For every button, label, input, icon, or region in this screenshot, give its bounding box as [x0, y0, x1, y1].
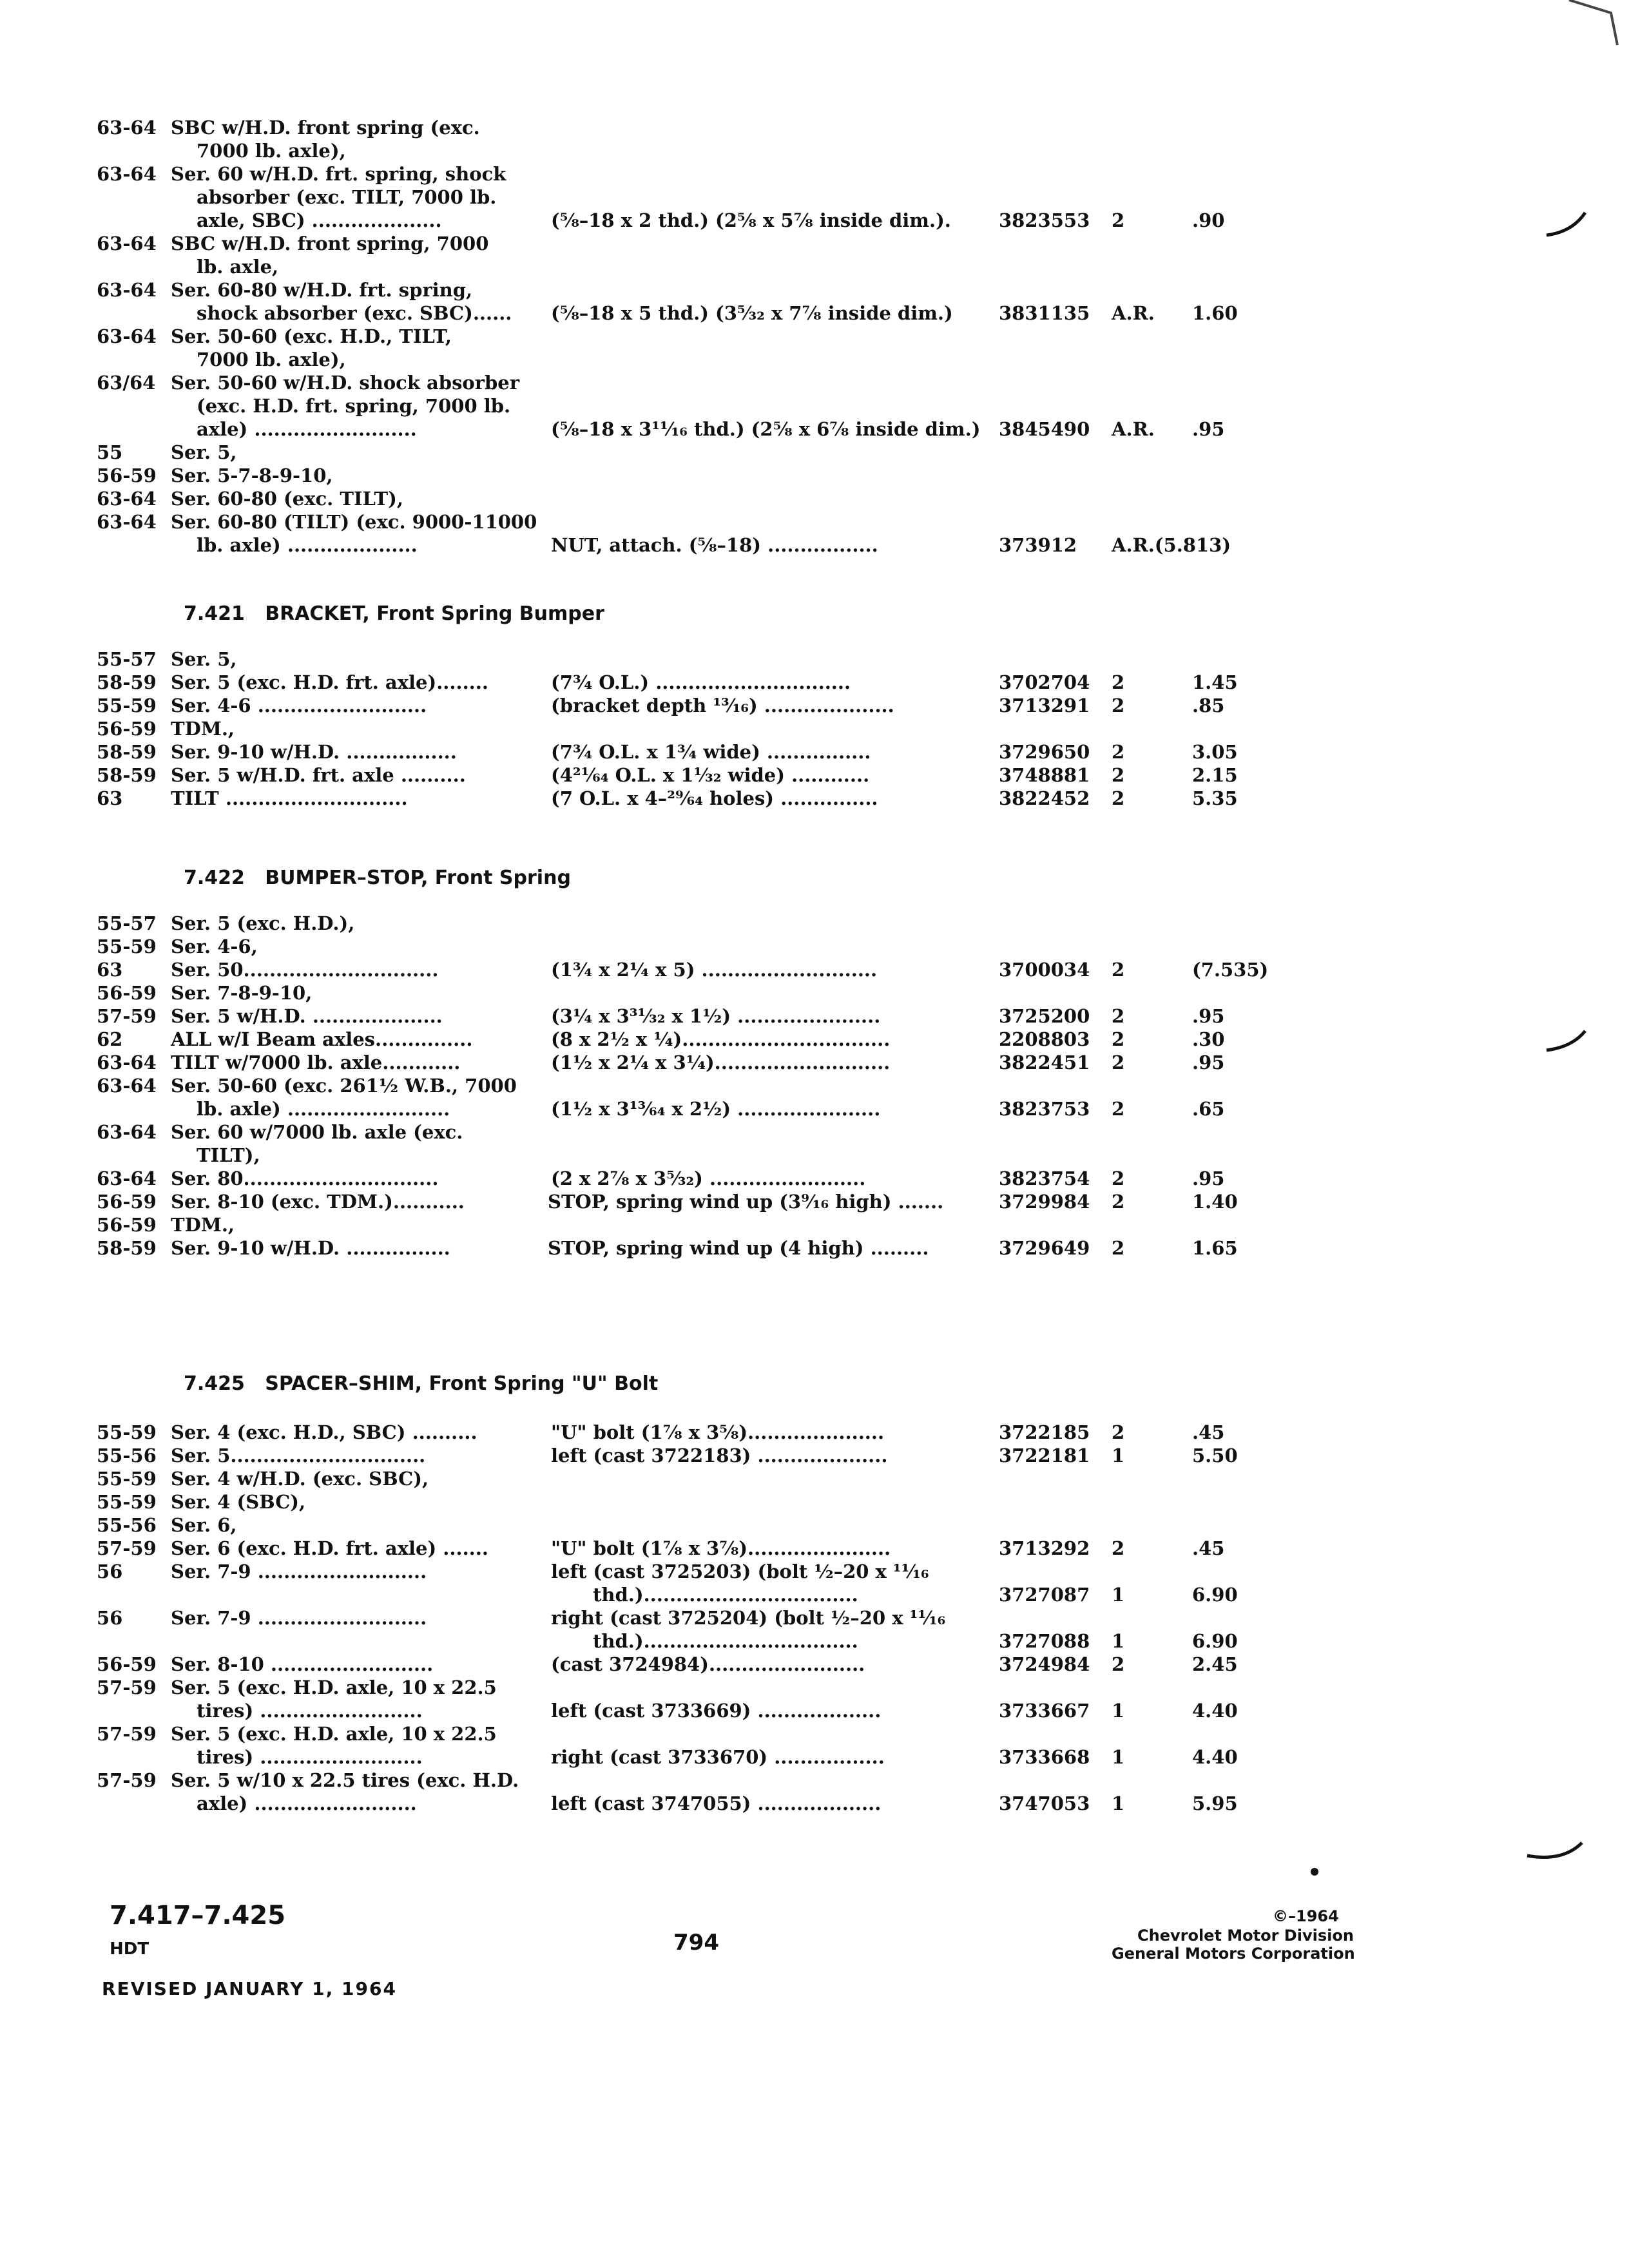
page-number: 794: [673, 1930, 719, 1956]
part-specification: (7¾ O.L.) ..............................: [551, 671, 851, 693]
model-description-continued: tires) .........................: [197, 1700, 423, 1722]
model-year: 57-59: [97, 1005, 157, 1027]
model-description-continued: shock absorber (exc. SBC)......: [197, 302, 512, 324]
model-description-continued: axle) .........................: [197, 1792, 417, 1814]
part-specification: (cast 3724984)........................: [551, 1653, 865, 1675]
quantity: 2: [1112, 1098, 1125, 1120]
model-year: 56-59: [97, 718, 157, 740]
quantity: 1: [1112, 1792, 1125, 1814]
model-description: Ser. 6,: [171, 1514, 237, 1536]
quantity: 2: [1112, 1653, 1125, 1675]
model-year: 63-64: [97, 1075, 157, 1097]
corporation-name: General Motors Corporation: [1112, 1945, 1355, 1963]
quantity: 2: [1112, 695, 1125, 716]
part-specification: "U" bolt (1⅞ x 3⅝).....................: [551, 1421, 885, 1443]
model-description: Ser. 8-10 .........................: [171, 1653, 434, 1675]
quantity: 2: [1112, 1052, 1125, 1073]
price: 1.45: [1192, 671, 1238, 693]
price: 6.90: [1192, 1630, 1238, 1652]
model-description: TDM.,: [171, 718, 235, 740]
model-description: Ser. 60-80 (exc. TILT),: [171, 488, 403, 510]
model-year: 62: [97, 1028, 123, 1050]
model-description: TILT w/7000 lb. axle............: [171, 1052, 461, 1073]
section-heading: [184, 867, 571, 889]
model-description-continued: tires) .........................: [197, 1746, 423, 1768]
model-description: Ser. 8-10 (exc. TDM.)...........: [171, 1191, 465, 1213]
part-number: 3727088: [999, 1630, 1090, 1652]
model-description: Ser. 5 (exc. H.D. frt. axle)........: [171, 671, 488, 693]
model-description: Ser. 5 (exc. H.D. axle, 10 x 22.5: [171, 1723, 497, 1745]
model-description: Ser. 4-6 ..........................: [171, 695, 427, 716]
part-number: 3725200: [999, 1005, 1090, 1027]
price: .45: [1192, 1537, 1225, 1559]
price: .95: [1192, 418, 1225, 440]
model-year: 56-59: [97, 465, 157, 486]
model-year: 56: [97, 1607, 123, 1629]
model-description: Ser. 60 w/7000 lb. axle (exc.: [171, 1121, 463, 1143]
part-number: 3733667: [999, 1700, 1090, 1722]
part-number: 3700034: [999, 959, 1090, 981]
part-number: 3823553: [999, 209, 1090, 231]
model-description: Ser. 7-9 ..........................: [171, 1561, 427, 1582]
model-year: 55: [97, 441, 123, 463]
quantity: A.R.(5.813): [1112, 534, 1231, 556]
quantity: 1: [1112, 1746, 1125, 1768]
division-name: Chevrolet Motor Division: [1137, 1927, 1354, 1945]
model-year: 56-59: [97, 1191, 157, 1213]
model-description-continued: lb. axle) .........................: [197, 1098, 450, 1120]
model-year: 56-59: [97, 982, 157, 1004]
model-description: Ser. 50-60 w/H.D. shock absorber: [171, 372, 520, 394]
model-year: 55-59: [97, 695, 157, 716]
model-year: 55-56: [97, 1514, 157, 1536]
model-description: Ser. 4 w/H.D. (exc. SBC),: [171, 1468, 429, 1490]
price: .65: [1192, 1098, 1225, 1120]
quantity: A.R.: [1112, 418, 1155, 440]
model-description: Ser. 5 (exc. H.D. axle, 10 x 22.5: [171, 1677, 497, 1698]
model-description: Ser. 5,: [171, 441, 237, 463]
model-year: 63-64: [97, 279, 157, 301]
part-number: 373912: [999, 534, 1077, 556]
model-description: Ser. 9-10 w/H.D. ................: [171, 1237, 450, 1259]
part-number: 3747053: [999, 1792, 1090, 1814]
model-description: ALL w/I Beam axles...............: [171, 1028, 473, 1050]
model-description: Ser. 80..............................: [171, 1168, 439, 1189]
model-description: Ser. 60-80 (TILT) (exc. 9000-11000: [171, 511, 537, 533]
part-number: 3823753: [999, 1098, 1090, 1120]
model-year: 63-64: [97, 1121, 157, 1143]
quantity: 2: [1112, 1191, 1125, 1213]
part-specification: (7¾ O.L. x 1¾ wide) ................: [551, 741, 871, 763]
part-specification: (⅝–18 x 2 thd.) (2⅝ x 5⅞ inside dim.).: [551, 209, 951, 231]
part-specification: left (cast 3722183) ....................: [551, 1445, 888, 1466]
model-year: 63-64: [97, 233, 157, 255]
model-description-continued: axle) .........................: [197, 418, 417, 440]
part-number: 3822451: [999, 1052, 1090, 1073]
model-description: Ser. 4-6,: [171, 936, 258, 957]
model-year: 55-57: [97, 912, 157, 934]
model-year: 63-64: [97, 511, 157, 533]
model-year: 58-59: [97, 671, 157, 693]
model-year: 63/64: [97, 372, 156, 394]
part-specification: (4²¹⁄₆₄ O.L. x 1¹⁄₃₂ wide) ............: [551, 764, 870, 786]
part-number: 3702704: [999, 671, 1090, 693]
model-year: 63-64: [97, 1168, 157, 1189]
part-number: 3729649: [999, 1237, 1090, 1259]
price: .45: [1192, 1421, 1225, 1443]
model-year: 55-59: [97, 1491, 157, 1513]
section-number: 7.425: [184, 1372, 245, 1395]
model-description-continued: lb. axle,: [197, 256, 279, 278]
part-specification: (⅝–18 x 5 thd.) (3⁵⁄₃₂ x 7⅞ inside dim.): [551, 302, 953, 324]
part-number: 3729650: [999, 741, 1090, 763]
part-specification: right (cast 3725204) (bolt ½–20 x ¹¹⁄₁₆: [551, 1607, 946, 1629]
model-description: Ser. 5-7-8-9-10,: [171, 465, 333, 486]
model-description: Ser. 7-8-9-10,: [171, 982, 313, 1004]
model-year: 55-59: [97, 1468, 157, 1490]
quantity: 2: [1112, 1537, 1125, 1559]
price: .95: [1192, 1005, 1225, 1027]
price: .95: [1192, 1168, 1225, 1189]
model-year: 57-59: [97, 1723, 157, 1745]
part-specification: right (cast 3733670) .................: [551, 1746, 885, 1768]
price: .30: [1192, 1028, 1225, 1050]
model-description: Ser. 5 (exc. H.D.),: [171, 912, 355, 934]
model-year: 58-59: [97, 741, 157, 763]
part-number: 3722185: [999, 1421, 1090, 1443]
model-year: 63-64: [97, 163, 157, 185]
model-year: 55-59: [97, 936, 157, 957]
model-description: TILT ............................: [171, 787, 408, 809]
part-number: 3748881: [999, 764, 1090, 786]
part-number: 3713291: [999, 695, 1090, 716]
model-year: 63: [97, 787, 123, 809]
model-description: Ser. 9-10 w/H.D. .................: [171, 741, 457, 763]
model-description: SBC w/H.D. front spring (exc.: [171, 117, 480, 139]
section-heading: [184, 602, 604, 625]
copyright: ©–1964: [1273, 1907, 1339, 1925]
model-year: 56-59: [97, 1653, 157, 1675]
model-description-continued: (exc. H.D. frt. spring, 7000 lb.: [197, 395, 511, 417]
part-number: 3729984: [999, 1191, 1090, 1213]
price: 1.65: [1192, 1237, 1238, 1259]
part-number: 3727087: [999, 1584, 1090, 1606]
model-description: Ser. 4 (SBC),: [171, 1491, 306, 1513]
model-description: Ser. 5..............................: [171, 1445, 426, 1466]
quantity: 2: [1112, 1421, 1125, 1443]
price: 6.90: [1192, 1584, 1238, 1606]
quantity: 2: [1112, 1005, 1125, 1027]
quantity: 2: [1112, 1237, 1125, 1259]
part-number: 3724984: [999, 1653, 1090, 1675]
quantity: 1: [1112, 1630, 1125, 1652]
part-specification: (1½ x 2¼ x 3¼)...........................: [551, 1052, 891, 1073]
part-specification: (7 O.L. x 4–²⁹⁄₆₄ holes) ...............: [551, 787, 878, 809]
part-number: 3823754: [999, 1168, 1090, 1189]
price: 2.45: [1192, 1653, 1238, 1675]
model-year: 63-64: [97, 117, 157, 139]
price: 1.40: [1192, 1191, 1238, 1213]
price: 3.05: [1192, 741, 1238, 763]
part-specification: (1¾ x 2¼ x 5) ...........................: [551, 959, 878, 981]
quantity: 2: [1112, 959, 1125, 981]
quantity: 2: [1112, 764, 1125, 786]
quantity: 2: [1112, 741, 1125, 763]
part-specification-continued: thd.).................................: [593, 1584, 858, 1606]
model-description: Ser. 5 w/H.D. frt. axle ..........: [171, 764, 466, 786]
quantity: A.R.: [1112, 302, 1155, 324]
model-description: Ser. 4 (exc. H.D., SBC) ..........: [171, 1421, 477, 1443]
model-year: 55-59: [97, 1421, 157, 1443]
part-specification: "U" bolt (1⅞ x 3⅞)......................: [551, 1537, 891, 1559]
quantity: 2: [1112, 671, 1125, 693]
model-description: Ser. 6 (exc. H.D. frt. axle) .......: [171, 1537, 488, 1559]
price: .90: [1192, 209, 1225, 231]
price: 5.95: [1192, 1792, 1238, 1814]
quantity: 2: [1112, 209, 1125, 231]
part-number: 3845490: [999, 418, 1090, 440]
price: 4.40: [1192, 1700, 1238, 1722]
price: .95: [1192, 1052, 1225, 1073]
quantity: 2: [1112, 787, 1125, 809]
price: 2.15: [1192, 764, 1238, 786]
quantity: 2: [1112, 1168, 1125, 1189]
model-year: 58-59: [97, 1237, 157, 1259]
part-specification: left (cast 3725203) (bolt ½–20 x ¹¹⁄₁₆: [551, 1561, 929, 1582]
model-description-continued: 7000 lb. axle),: [197, 349, 346, 370]
model-description: Ser. 60-80 w/H.D. frt. spring,: [171, 279, 473, 301]
model-description: Ser. 5 w/10 x 22.5 tires (exc. H.D.: [171, 1769, 519, 1791]
part-specification: (1½ x 3¹³⁄₆₄ x 2½) ......................: [551, 1098, 881, 1120]
model-description-continued: lb. axle) ....................: [197, 534, 418, 556]
model-year: 56: [97, 1561, 123, 1582]
model-year: 63-64: [97, 325, 157, 347]
quantity: 1: [1112, 1445, 1125, 1466]
model-year: 56-59: [97, 1214, 157, 1236]
section-number: 7.421: [184, 602, 245, 625]
section-number: 7.422: [184, 867, 245, 889]
model-description: Ser. 5 w/H.D. ....................: [171, 1005, 443, 1027]
model-description: Ser. 50-60 (exc. H.D., TILT,: [171, 325, 452, 347]
catalog-code: HDT: [110, 1939, 149, 1959]
price: 4.40: [1192, 1746, 1238, 1768]
model-year: 63-64: [97, 488, 157, 510]
quantity: 2: [1112, 1028, 1125, 1050]
model-description: Ser. 50..............................: [171, 959, 439, 981]
section-range: 7.417–7.425: [110, 1901, 286, 1930]
part-specification: (3¼ x 3³¹⁄₃₂ x 1½) ......................: [551, 1005, 881, 1027]
part-specification-continued: thd.).................................: [593, 1630, 858, 1652]
part-number: 2208803: [999, 1028, 1090, 1050]
section-heading: [184, 1372, 658, 1395]
model-description: TDM.,: [171, 1214, 235, 1236]
model-year: 58-59: [97, 764, 157, 786]
part-number: 3713292: [999, 1537, 1090, 1559]
part-specification: STOP, spring wind up (4 high) .........: [548, 1237, 929, 1259]
model-year: 57-59: [97, 1537, 157, 1559]
section-title: BRACKET, Front Spring Bumper: [265, 602, 604, 625]
part-specification: (8 x 2½ x ¼)................................: [551, 1028, 891, 1050]
part-number: 3733668: [999, 1746, 1090, 1768]
model-description-continued: absorber (exc. TILT, 7000 lb.: [197, 186, 497, 208]
model-description-continued: axle, SBC) ....................: [197, 209, 442, 231]
price: .85: [1192, 695, 1225, 716]
model-year: 63-64: [97, 1052, 157, 1073]
model-description-continued: 7000 lb. axle),: [197, 140, 346, 162]
part-specification: STOP, spring wind up (3⁹⁄₁₆ high) .......: [548, 1191, 944, 1213]
price: 5.35: [1192, 787, 1238, 809]
model-description: Ser. 60 w/H.D. frt. spring, shock: [171, 163, 506, 185]
model-description: Ser. 7-9 ..........................: [171, 1607, 427, 1629]
model-description: Ser. 50-60 (exc. 261½ W.B., 7000: [171, 1075, 517, 1097]
part-number: 3831135: [999, 302, 1090, 324]
part-specification: (bracket depth ¹³⁄₁₆) ....................: [551, 695, 894, 716]
part-number: 3722181: [999, 1445, 1090, 1466]
revised-date: REVISED JANUARY 1, 1964: [102, 1978, 397, 1999]
section-title: SPACER–SHIM, Front Spring "U" Bolt: [265, 1372, 659, 1395]
model-year: 55-57: [97, 648, 157, 670]
quantity: 1: [1112, 1700, 1125, 1722]
model-year: 57-59: [97, 1677, 157, 1698]
part-number: 3822452: [999, 787, 1090, 809]
model-year: 63: [97, 959, 123, 981]
quantity: 1: [1112, 1584, 1125, 1606]
model-description: SBC w/H.D. front spring, 7000: [171, 233, 489, 255]
section-title: BUMPER–STOP, Front Spring: [265, 867, 571, 889]
model-description: Ser. 5,: [171, 648, 237, 670]
price: (7.535): [1192, 959, 1269, 981]
part-specification: left (cast 3747055) ...................: [551, 1792, 882, 1814]
price: 1.60: [1192, 302, 1238, 324]
part-specification: left (cast 3733669) ...................: [551, 1700, 882, 1722]
part-specification: (2 x 2⅞ x 3⁵⁄₃₂) ........................: [551, 1168, 866, 1189]
price: 5.50: [1192, 1445, 1238, 1466]
model-year: 55-56: [97, 1445, 157, 1466]
model-description-continued: TILT),: [197, 1144, 260, 1166]
part-specification: NUT, attach. (⅝–18) .................: [551, 534, 878, 556]
part-specification: (⅝–18 x 3¹¹⁄₁₆ thd.) (2⅝ x 6⅞ inside dim.): [551, 418, 981, 440]
model-year: 57-59: [97, 1769, 157, 1791]
